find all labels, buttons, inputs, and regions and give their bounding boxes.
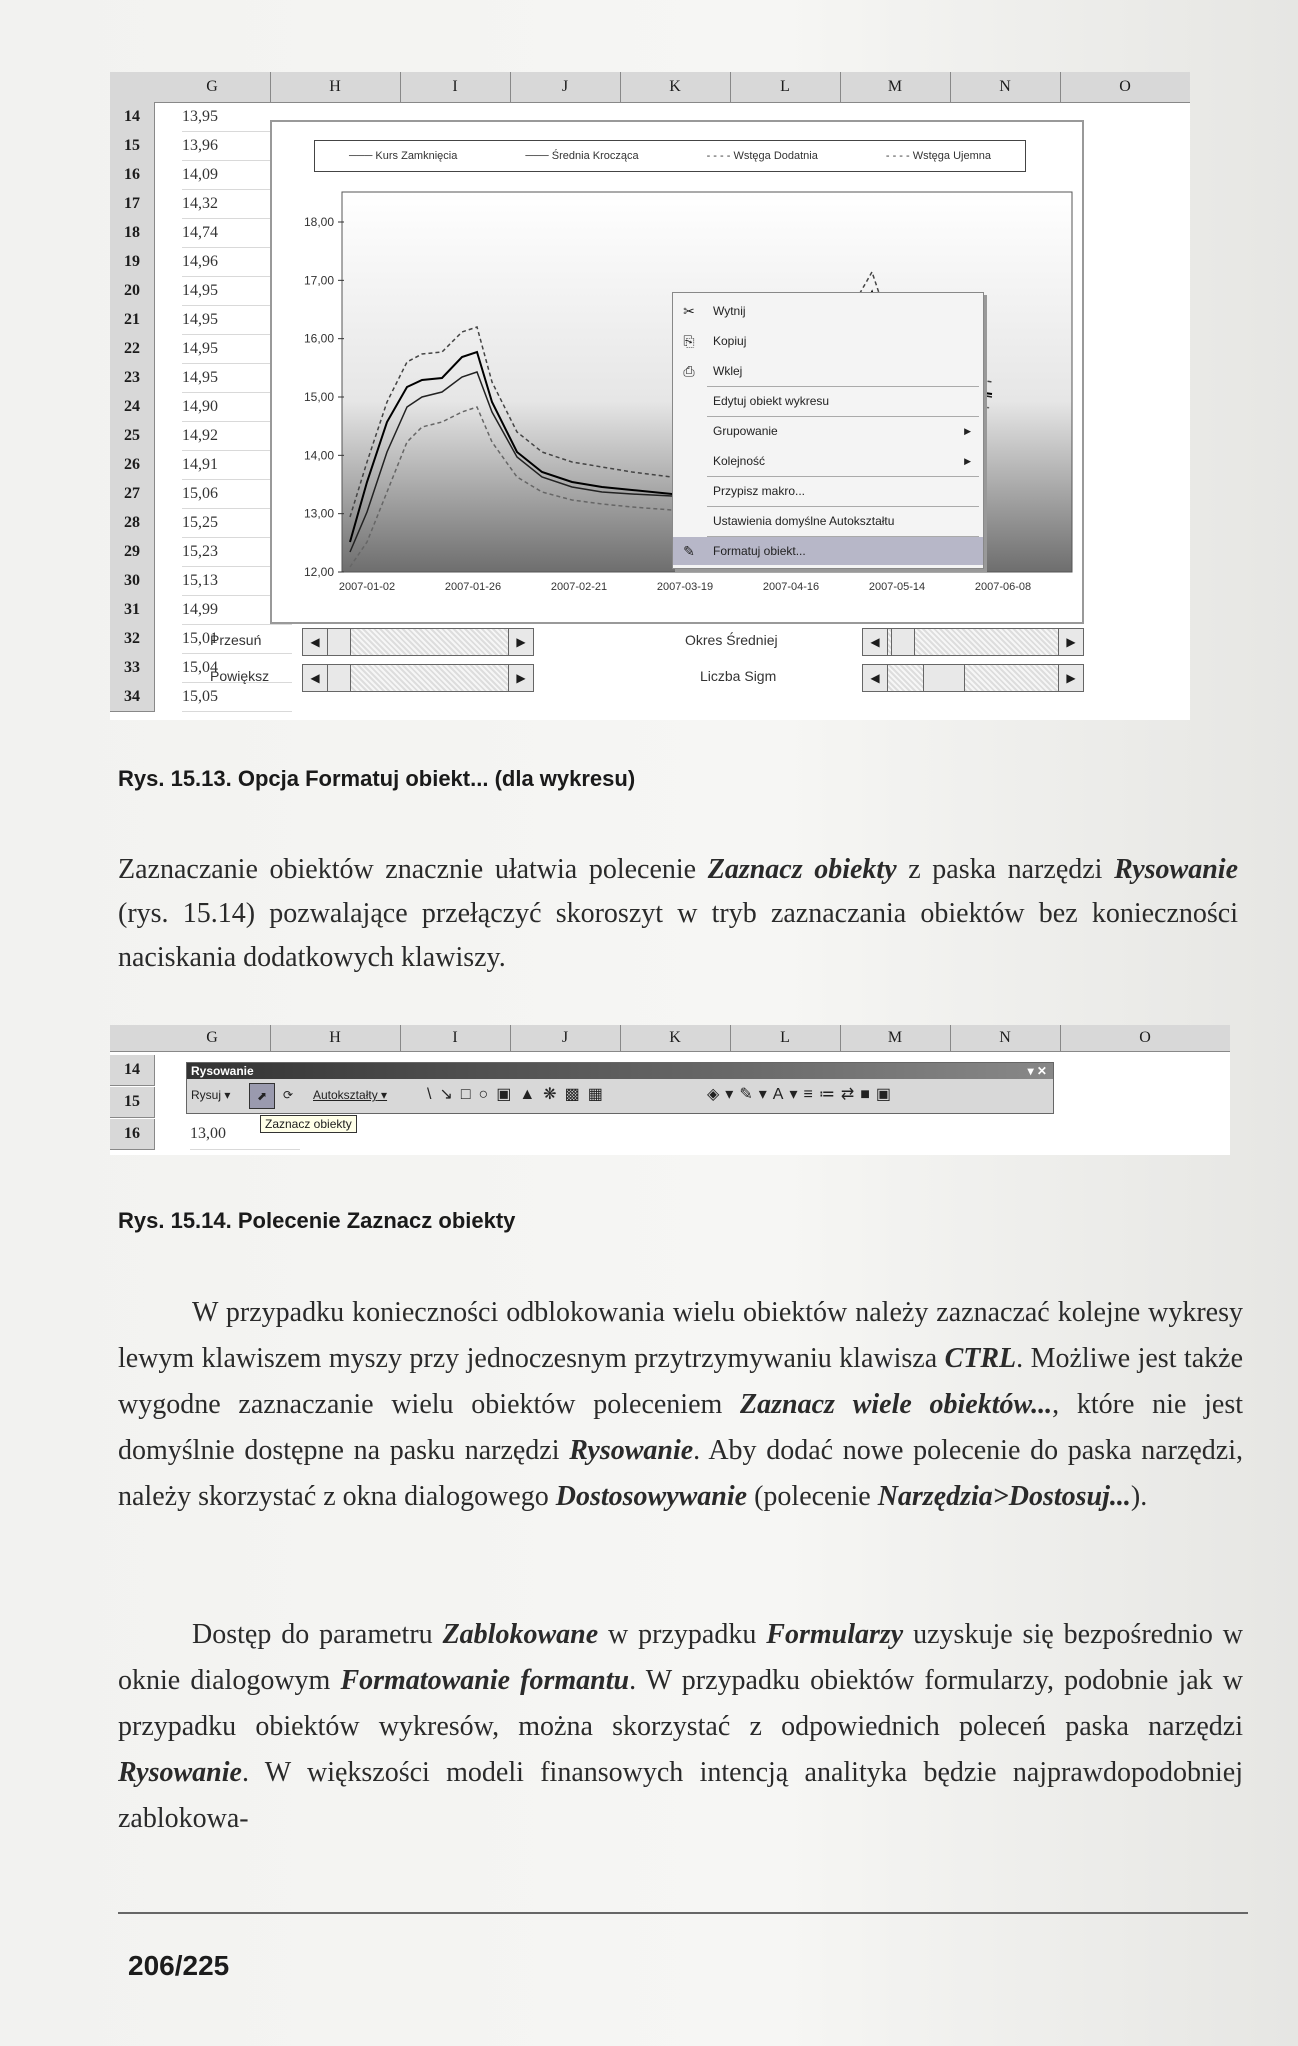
cell-value[interactable]: 15,23	[182, 537, 292, 567]
menu-item-label: Kopiuj	[713, 334, 747, 348]
column-header-row	[110, 1025, 1230, 1052]
column-header[interactable]: L	[730, 72, 841, 102]
scissors-icon: ✂	[683, 303, 695, 319]
legend-label: Średnia Krocząca	[551, 150, 639, 162]
row-header[interactable]: 21	[110, 305, 155, 335]
text: (polecenie	[747, 1481, 878, 1512]
row-header[interactable]: 15	[110, 131, 155, 161]
context-menu-item[interactable]	[673, 507, 983, 535]
spreadsheet-figure-1	[110, 72, 1190, 720]
rysuj-menu-button[interactable]: Rysuj ▾	[191, 1088, 231, 1102]
cell-value[interactable]: 15,13	[182, 566, 292, 596]
y-tick-label: 12,00	[303, 565, 334, 579]
x-tick-label: 2007-02-21	[550, 581, 608, 593]
submenu-arrow-icon: ▶	[964, 456, 971, 466]
row-header[interactable]: 22	[110, 334, 155, 364]
text: w przypadku	[598, 1619, 767, 1650]
emphasis: Formularzy	[766, 1619, 904, 1650]
scroll-left-icon[interactable]: ◀	[303, 629, 328, 655]
scroll-left-icon[interactable]: ◀	[303, 665, 328, 691]
scroll-thumb[interactable]	[327, 665, 351, 691]
menu-item-label: Wklej	[713, 364, 743, 378]
shape-tools	[427, 1083, 611, 1107]
emphasis: Formatowanie formantu	[340, 1665, 630, 1696]
y-axis-ticks	[304, 215, 344, 579]
scroll-thumb[interactable]	[327, 629, 351, 655]
format-tools	[707, 1083, 897, 1107]
x-tick-label: 2007-06-08	[974, 581, 1032, 593]
row-header[interactable]: 31	[110, 595, 155, 625]
row-header[interactable]: 28	[110, 508, 155, 538]
context-menu-item[interactable]	[673, 297, 983, 325]
column-header[interactable]: G	[154, 1025, 271, 1051]
autoshapes-label: Autokształty	[313, 1088, 378, 1102]
context-menu-item[interactable]	[673, 387, 983, 415]
toolbar-title[interactable]	[187, 1063, 1053, 1079]
scrollbar-przesun[interactable]	[302, 628, 534, 656]
figure-caption-2: Rys. 15.14. Polecenie Zaznacz obiekty	[118, 1208, 516, 1233]
menu-item-label: Edytuj obiekt wykresu	[713, 394, 830, 408]
text: (rys. 15.14) pozwalające przełączyć skoroszyt w tryb zaznaczania obiektów bez konieczności naciskania dodatkowych klawiszy.	[118, 898, 1238, 973]
legend-entry: - - - - Wstęga Ujemna	[885, 150, 991, 162]
cell-value[interactable]: 15,04	[182, 653, 292, 683]
cell-value[interactable]: 14,09	[182, 160, 292, 190]
row-header[interactable]: 33	[110, 653, 155, 683]
column-header-row	[110, 72, 1190, 103]
tooltip: Zaznacz obiekty	[260, 1115, 357, 1133]
scroll-thumb[interactable]	[923, 665, 965, 691]
arrow-style-icon[interactable]: ⇄	[840, 1086, 861, 1103]
x-tick-label: 2007-05-14	[868, 581, 926, 593]
scroll-thumb[interactable]	[891, 629, 915, 655]
fill-color-icon[interactable]: ◈▾	[707, 1086, 740, 1103]
cell-value[interactable]: 14,32	[182, 189, 292, 219]
column-header[interactable]: N	[950, 1025, 1061, 1051]
shadow-icon[interactable]: ■	[860, 1086, 876, 1103]
dash-style-icon[interactable]: ≔	[818, 1086, 841, 1103]
cursor-arrow-icon: ⬈	[256, 1089, 268, 1103]
row-header[interactable]: 34	[110, 682, 155, 712]
picture-icon[interactable]: ▦	[587, 1086, 611, 1103]
arrow-icon[interactable]: ↘	[439, 1086, 461, 1103]
row-header[interactable]: 14	[110, 1055, 155, 1086]
x-tick-label: 2007-01-26	[444, 581, 502, 593]
row-header[interactable]: 30	[110, 566, 155, 596]
emphasis: Zaznacz obiekty	[707, 854, 897, 885]
row-header[interactable]: 32	[110, 624, 155, 654]
context-menu	[672, 292, 984, 569]
scrollbar-okres-sredniej[interactable]	[862, 628, 1084, 656]
menu-item-label: Formatuj obiekt...	[713, 544, 806, 558]
emphasis: CTRL	[944, 1343, 1017, 1374]
select-objects-button[interactable]	[249, 1083, 275, 1109]
cell-value[interactable]: 15,06	[182, 479, 292, 509]
scroll-right-icon[interactable]: ▶	[1058, 665, 1083, 691]
autoshapes-menu-button[interactable]: Autokształty ▾	[313, 1088, 388, 1102]
spreadsheet-figure-2	[110, 1025, 1230, 1155]
column-header[interactable]: J	[510, 72, 621, 102]
column-header[interactable]: M	[840, 1025, 951, 1051]
scroll-right-icon[interactable]: ▶	[508, 629, 533, 655]
textbox-icon[interactable]: ▣	[496, 1086, 520, 1103]
emphasis: Rysowanie	[118, 1757, 242, 1788]
emphasis: Narzędzia>Dostosuj...	[877, 1481, 1131, 1512]
diagram-icon[interactable]: ❋	[543, 1086, 565, 1103]
submenu-arrow-icon: ▶	[964, 426, 971, 436]
footer-divider	[118, 1912, 1248, 1914]
row-header[interactable]: 29	[110, 537, 155, 567]
row-header[interactable]: 19	[110, 247, 155, 277]
legend-entry: - - - - Wstęga Dodatnia	[706, 150, 818, 162]
x-tick-label: 2007-03-19	[656, 581, 714, 593]
column-header[interactable]: N	[950, 72, 1061, 102]
y-tick-label: 16,00	[303, 331, 334, 346]
cell-value[interactable]: 14,99	[182, 595, 292, 625]
oval-icon[interactable]: ○	[478, 1086, 497, 1103]
column-header[interactable]: O	[1119, 78, 1131, 95]
free-rotate-icon[interactable]: ⟳	[283, 1088, 294, 1102]
y-tick-label: 14,00	[303, 448, 334, 463]
column-header[interactable]: I	[400, 72, 511, 102]
column-header[interactable]: M	[840, 72, 951, 102]
legend-entry: ─── Średnia Krocząca	[525, 150, 639, 162]
menu-item-label: Ustawienia domyślne Autokształtu	[713, 514, 895, 528]
column-header[interactable]: K	[620, 72, 731, 102]
row-header[interactable]: 18	[110, 218, 155, 248]
row-header[interactable]: 26	[110, 450, 155, 480]
line-color-icon[interactable]: ✎▾	[739, 1086, 773, 1103]
row-header[interactable]: 25	[110, 421, 155, 451]
row-header[interactable]: 16	[110, 160, 155, 190]
row-header[interactable]: 14	[110, 102, 155, 132]
paragraph-3	[118, 1612, 1243, 1842]
label-powieksz: Powiększ	[210, 668, 270, 684]
context-menu-item[interactable]	[673, 447, 983, 475]
emphasis: Rysowanie	[569, 1435, 694, 1466]
scrollbar-liczba-sigm[interactable]	[862, 664, 1084, 692]
column-header[interactable]: K	[620, 1025, 731, 1051]
x-axis-ticks	[339, 581, 1031, 593]
cell-value[interactable]: 14,96	[182, 247, 292, 277]
text: uzyskuje się bezpośrednio w oknie dialogowym	[118, 1619, 1243, 1696]
scrollbar-powieksz[interactable]	[302, 664, 534, 692]
row-header[interactable]: 20	[110, 276, 155, 306]
paste-icon: ⎙	[683, 363, 695, 379]
close-icon[interactable]: ▾ ✕	[1027, 1064, 1047, 1078]
row-header[interactable]: 27	[110, 479, 155, 509]
cell-value[interactable]: 13,95	[182, 102, 292, 132]
cell-value[interactable]: 14,95	[182, 363, 292, 393]
toolbar-title-text: Rysowanie	[191, 1064, 254, 1078]
scroll-left-icon[interactable]: ◀	[863, 665, 888, 691]
emphasis: Zablokowane	[442, 1619, 599, 1650]
column-header[interactable]: O	[1139, 1029, 1151, 1046]
cell-value[interactable]: 13,00	[190, 1119, 300, 1150]
legend-label: Wstęga Ujemna	[912, 150, 991, 162]
text: , które nie jest domyślnie dostępne na pasku narzędzi	[118, 1389, 1244, 1466]
y-tick-label: 18,00	[303, 215, 334, 229]
x-tick-label: 2007-01-02	[338, 581, 396, 593]
cell-value[interactable]: 15,25	[182, 508, 292, 538]
row-header[interactable]: 16	[110, 1119, 155, 1150]
scroll-left-icon[interactable]: ◀	[863, 629, 888, 655]
scroll-right-icon[interactable]: ▶	[1058, 629, 1083, 655]
label-liczba-sigm: Liczba Sigm	[700, 668, 777, 684]
figure-caption-1: Rys. 15.13. Opcja Formatuj obiekt... (dla wykresu)	[118, 766, 636, 791]
y-tick-label: 17,00	[303, 273, 334, 288]
context-menu-item[interactable]	[673, 417, 983, 445]
cell-value[interactable]: 14,95	[182, 334, 292, 364]
menu-item-label: Grupowanie	[713, 424, 778, 438]
column-header[interactable]: J	[510, 1025, 621, 1051]
drawing-toolbar	[186, 1062, 1054, 1114]
paragraph-2	[118, 1290, 1243, 1520]
copy-icon: ⎘	[683, 333, 695, 349]
column-header[interactable]: H	[270, 72, 401, 102]
text: W przypadku konieczności odblokowania wielu obiektów należy zaznaczać kolejne wykresy lewym klawiszem myszy przy jednoczesnym przytrzymywaniu klawisza	[118, 1297, 1243, 1374]
chart-object[interactable]	[270, 120, 1084, 624]
text: z paska narzędzi	[896, 854, 1115, 885]
cell-value[interactable]: 14,95	[182, 276, 292, 306]
legend-label: Kurs Zamknięcia	[375, 150, 458, 162]
column-header[interactable]: I	[400, 1025, 511, 1051]
y-tick-label: 13,00	[303, 506, 334, 521]
context-menu-item[interactable]	[673, 357, 983, 385]
cell-value[interactable]: 13,96	[182, 131, 292, 161]
text: . W przypadku obiektów formularzy, podobnie jak w przypadku obiektów wykresów, można skorzystać z odpowiednich poleceń paska narzędzi	[118, 1665, 1243, 1742]
text: ).	[1130, 1481, 1148, 1512]
column-header[interactable]: H	[270, 1025, 401, 1051]
3d-icon[interactable]: ▣	[875, 1086, 898, 1103]
column-header[interactable]: G	[154, 72, 271, 102]
row-header[interactable]: 17	[110, 189, 155, 219]
column-header[interactable]: L	[730, 1025, 841, 1051]
y-tick-label: 15,00	[303, 390, 334, 404]
x-tick-label: 2007-04-16	[762, 581, 820, 593]
context-menu-item[interactable]	[673, 327, 983, 355]
label-okres-sredniej: Okres Średniej	[685, 632, 778, 648]
page-number: 206/225	[128, 1950, 230, 1981]
text: . Aby dodać nowe polecenie do paska narzędzi, należy skorzystać z okna dialogowego	[118, 1435, 1244, 1512]
rysuj-label: Rysuj	[191, 1088, 222, 1102]
format-icon: ✎	[683, 543, 695, 559]
emphasis: Dostosowywanie	[555, 1481, 748, 1512]
cell-value[interactable]: 14,91	[182, 450, 292, 480]
context-menu-item[interactable]	[673, 537, 983, 565]
row-header[interactable]: 15	[110, 1087, 155, 1118]
text: Dostęp do parametru	[192, 1619, 443, 1650]
cell-value[interactable]: 14,95	[182, 305, 292, 335]
context-menu-item[interactable]	[673, 477, 983, 505]
line-style-icon[interactable]: ≡	[803, 1086, 819, 1103]
text: Zaznaczanie obiektów znacznie ułatwia polecenie	[118, 854, 708, 885]
label-przesun: Przesuń	[210, 632, 262, 648]
paragraph-1	[118, 848, 1238, 980]
legend-label: Wstęga Dodatnia	[733, 150, 818, 162]
row-header[interactable]: 24	[110, 392, 155, 422]
rectangle-icon[interactable]: □	[460, 1086, 479, 1103]
cell-value[interactable]: 15,01	[182, 624, 292, 654]
scroll-right-icon[interactable]: ▶	[508, 665, 533, 691]
cell-value[interactable]: 15,05	[182, 682, 292, 712]
cell-value[interactable]: 14,92	[182, 421, 292, 451]
menu-item-label: Wytnij	[713, 304, 746, 318]
cell-value[interactable]: 14,90	[182, 392, 292, 422]
legend-entry: ─── Kurs Zamknięcia	[348, 150, 458, 162]
text: . Możliwe jest także wygodne zaznaczanie wielu obiektów poleceniem	[118, 1343, 1243, 1420]
emphasis: Zaznacz wiele obiektów...	[740, 1389, 1053, 1420]
cell-value[interactable]: 14,74	[182, 218, 292, 248]
text: . W większości modeli finansowych intencją analityka będzie najprawdopodobniej zablokowa-	[118, 1757, 1243, 1834]
menu-item-label: Kolejność	[713, 454, 766, 468]
wordart-icon[interactable]: ▲	[519, 1086, 544, 1103]
line-icon[interactable]: \	[427, 1086, 440, 1103]
menu-item-label: Przypisz makro...	[713, 484, 806, 498]
row-header[interactable]: 23	[110, 363, 155, 393]
font-color-icon[interactable]: A▾	[772, 1086, 804, 1103]
clipart-icon[interactable]: ▩	[564, 1086, 588, 1103]
emphasis: Rysowanie	[1114, 854, 1239, 885]
